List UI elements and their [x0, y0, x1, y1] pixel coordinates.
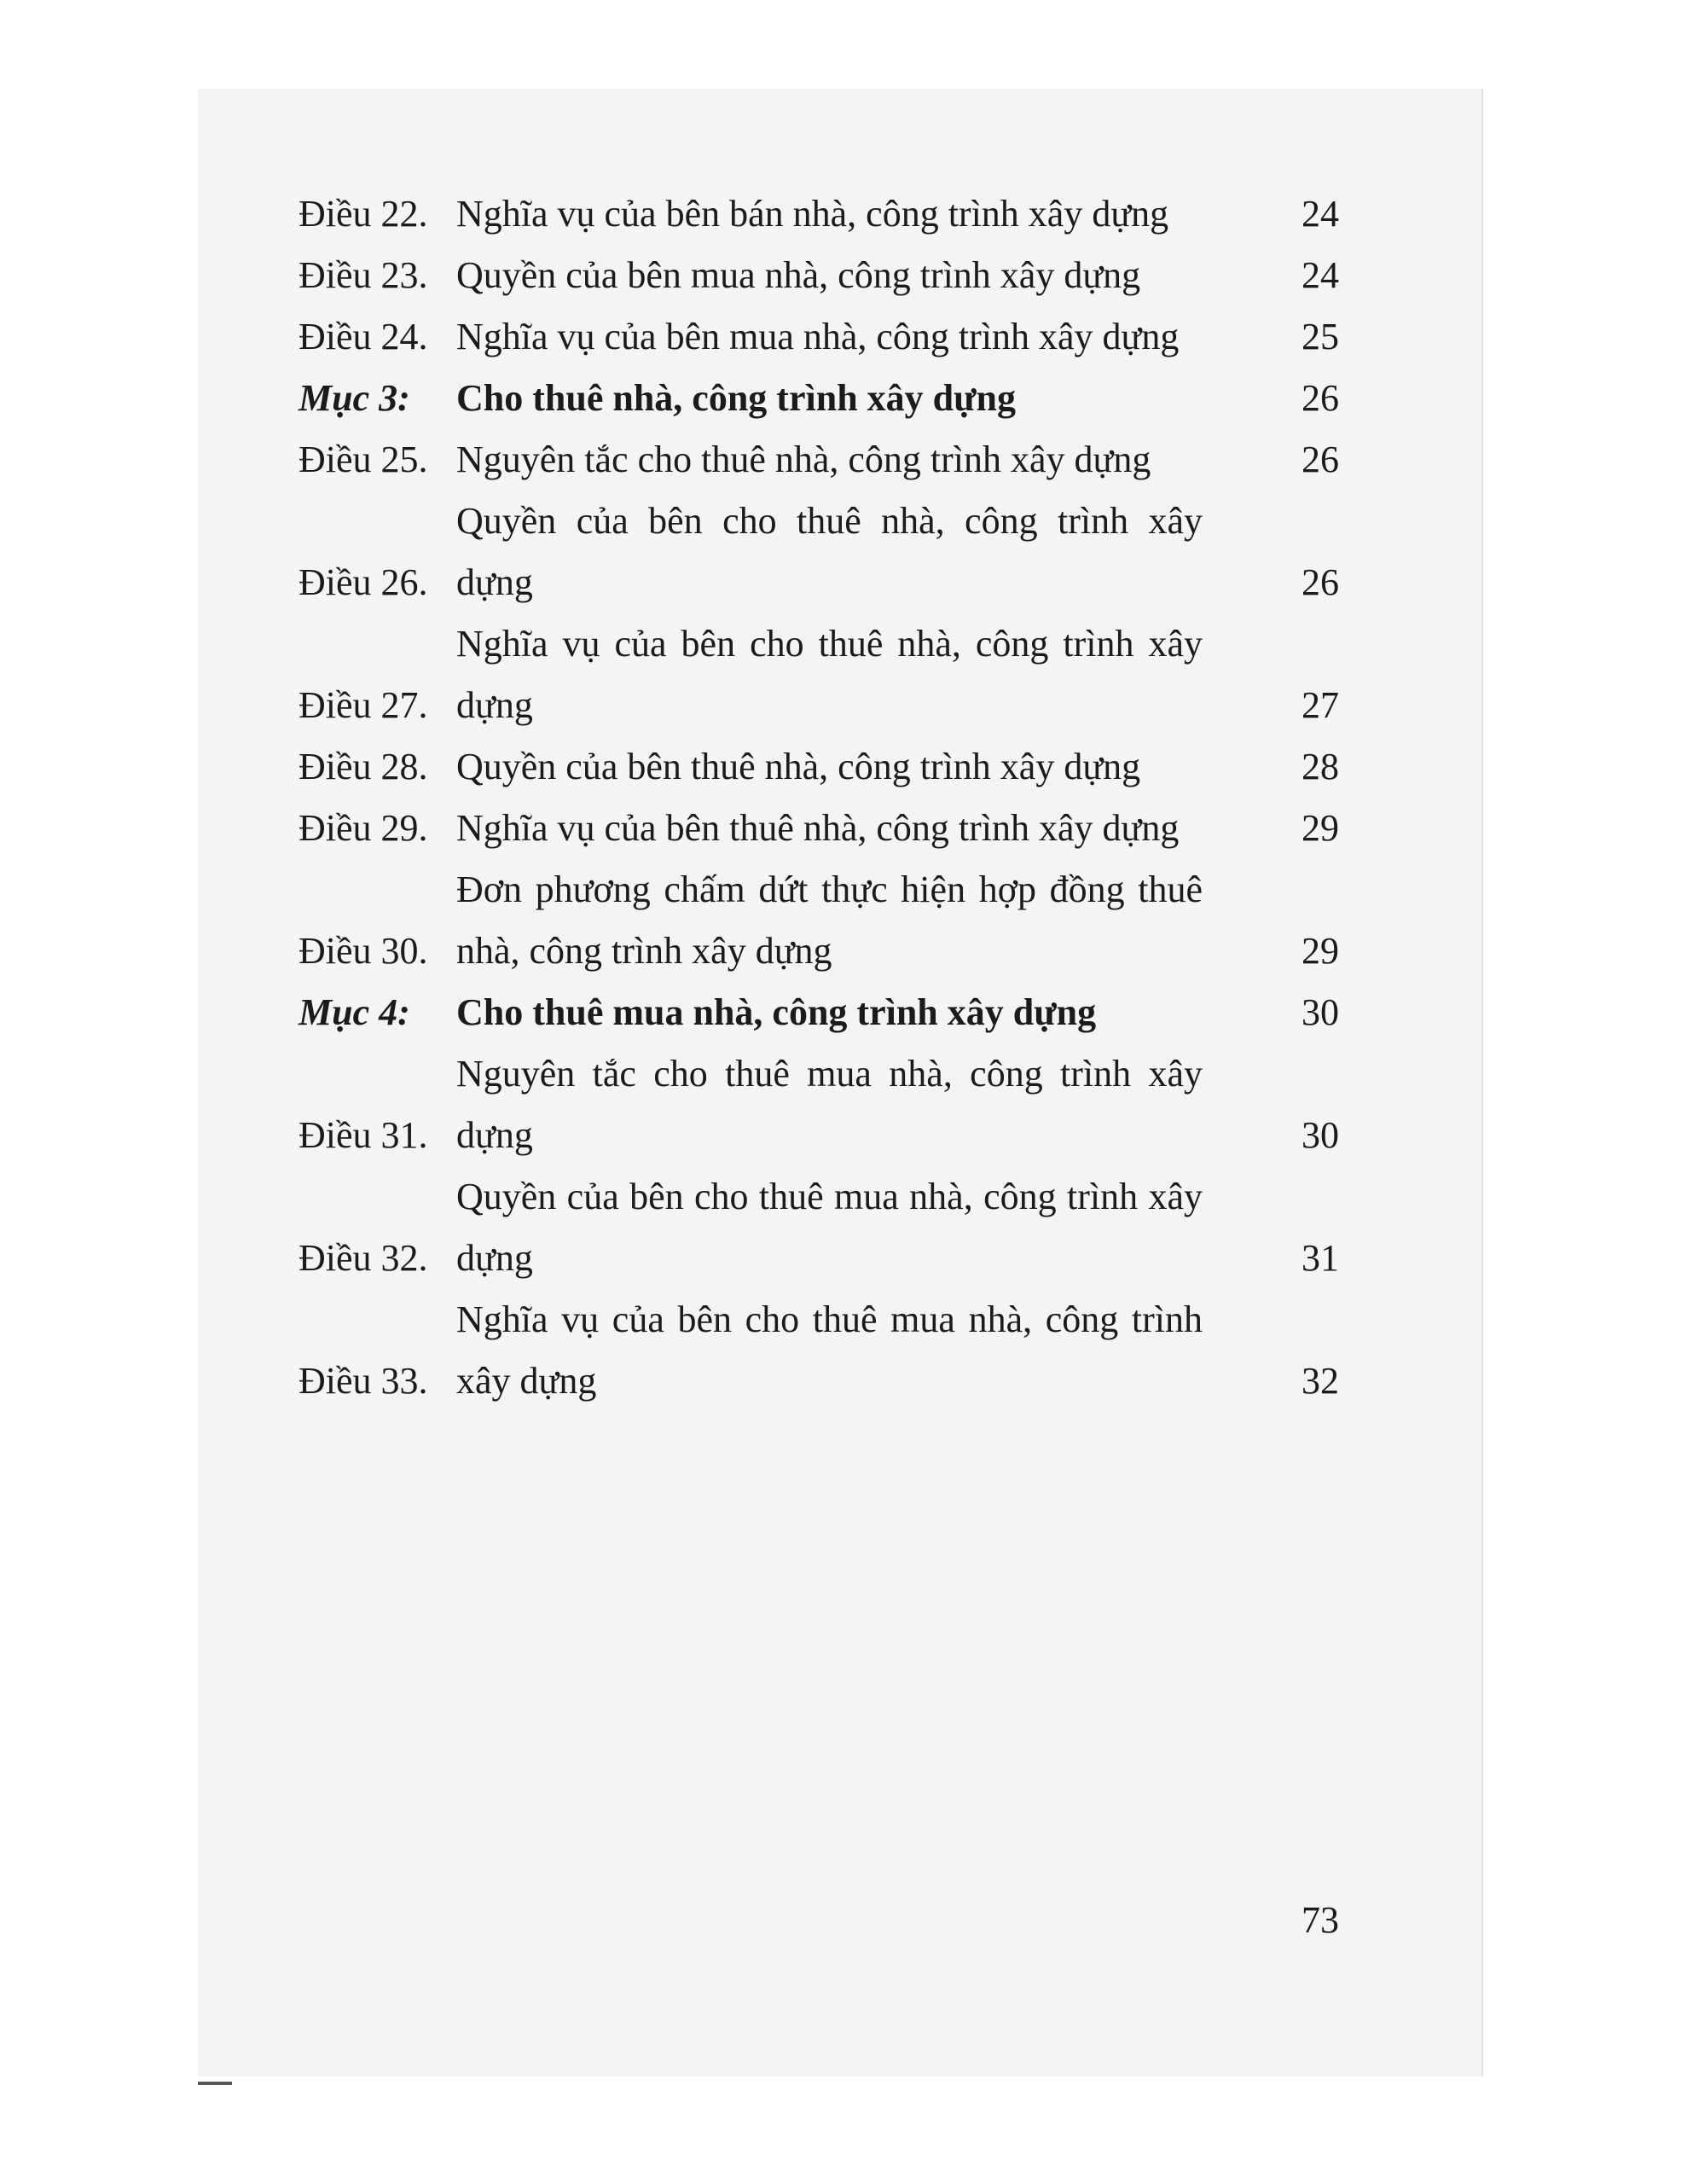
toc-section-heading: [299, 982, 1339, 1043]
toc-entry-label: Điều 30.: [299, 930, 428, 972]
toc-entry-title: Quyền của bên mua nhà, công trình xây dựng: [456, 254, 1141, 296]
toc-entry: [299, 245, 1339, 306]
toc-entry-page: 28: [1301, 746, 1339, 787]
toc-entry-label: Điều 29.: [299, 807, 428, 849]
toc-entry-page: 31: [1301, 1237, 1339, 1279]
toc-entry-title: Quyền của bên cho thuê mua nhà, công trình xây dựng: [456, 1176, 1203, 1279]
toc-entry-label: Điều 28.: [299, 746, 428, 787]
toc-entry-page: 27: [1301, 684, 1339, 726]
toc-section-page: 26: [1301, 377, 1339, 419]
toc-entry-label: Điều 25.: [299, 439, 428, 480]
toc-entry-title: Nguyên tắc cho thuê mua nhà, công trình xây dựng: [456, 1053, 1203, 1156]
toc-entry: [299, 491, 1339, 613]
toc-entry-title: Quyền của bên thuê nhà, công trình xây dựng: [456, 746, 1141, 787]
toc-entry-label: Điều 26.: [299, 561, 428, 603]
toc-entry: [299, 1289, 1339, 1412]
toc-entry-label: Điều 31.: [299, 1114, 428, 1156]
toc-entry-page: 26: [1301, 439, 1339, 480]
toc-section-title: Cho thuê nhà, công trình xây dựng: [456, 377, 1017, 419]
toc-entry-page: 24: [1301, 193, 1339, 235]
toc-entry-page: 24: [1301, 254, 1339, 296]
toc-entry-label: Điều 27.: [299, 684, 428, 726]
toc-entry: [299, 306, 1339, 368]
toc-entry-label: Điều 32.: [299, 1237, 428, 1279]
toc-section-label: Mục 3:: [299, 377, 410, 419]
toc-entry-title: Nghĩa vụ của bên thuê nhà, công trình xây dựng: [456, 807, 1180, 849]
toc-entry-label: Điều 22.: [299, 193, 428, 235]
toc-entry-title: Nghĩa vụ của bên mua nhà, công trình xây dựng: [456, 316, 1180, 357]
page-number: 73: [1301, 1899, 1339, 1941]
toc-entry-title: Nguyên tắc cho thuê nhà, công trình xây dựng: [456, 439, 1151, 480]
toc-entry: [299, 1166, 1339, 1289]
toc-section-page: 30: [1301, 991, 1339, 1033]
toc-entry-page: 30: [1301, 1114, 1339, 1156]
toc-entry-label: Điều 33.: [299, 1360, 428, 1402]
toc-entry-page: 26: [1301, 561, 1339, 603]
toc-entry-label: Điều 24.: [299, 316, 428, 357]
toc-entry-title: Nghĩa vụ của bên cho thuê nhà, công trình xây dựng: [456, 623, 1203, 726]
table-of-contents: [299, 183, 1339, 1412]
toc-entry: [299, 736, 1339, 798]
toc-entry-label: Điều 23.: [299, 254, 428, 296]
toc-entry-page: 32: [1301, 1360, 1339, 1402]
toc-entry: [299, 1043, 1339, 1166]
toc-entry-title: Quyền của bên cho thuê nhà, công trình xây dựng: [456, 500, 1203, 603]
toc-entry-page: 29: [1301, 807, 1339, 849]
toc-entry-title: Đơn phương chấm dứt thực hiện hợp đồng thuê nhà, công trình xây dựng: [456, 868, 1203, 972]
toc-section-heading: [299, 368, 1339, 429]
toc-section-label: Mục 4:: [299, 991, 410, 1033]
toc-entry-page: 29: [1301, 930, 1339, 972]
toc-entry-page: 25: [1301, 316, 1339, 357]
toc-entry: [299, 183, 1339, 245]
toc-entry: [299, 798, 1339, 859]
toc-entry: [299, 859, 1339, 982]
toc-entry-title: Nghĩa vụ của bên bán nhà, công trình xây dựng: [456, 193, 1169, 235]
toc-entry: [299, 429, 1339, 491]
toc-entry: [299, 613, 1339, 736]
toc-section-title: Cho thuê mua nhà, công trình xây dựng: [456, 991, 1097, 1033]
page-edge-mark: [198, 2082, 232, 2085]
toc-entry-title: Nghĩa vụ của bên cho thuê mua nhà, công trình xây dựng: [456, 1298, 1203, 1402]
